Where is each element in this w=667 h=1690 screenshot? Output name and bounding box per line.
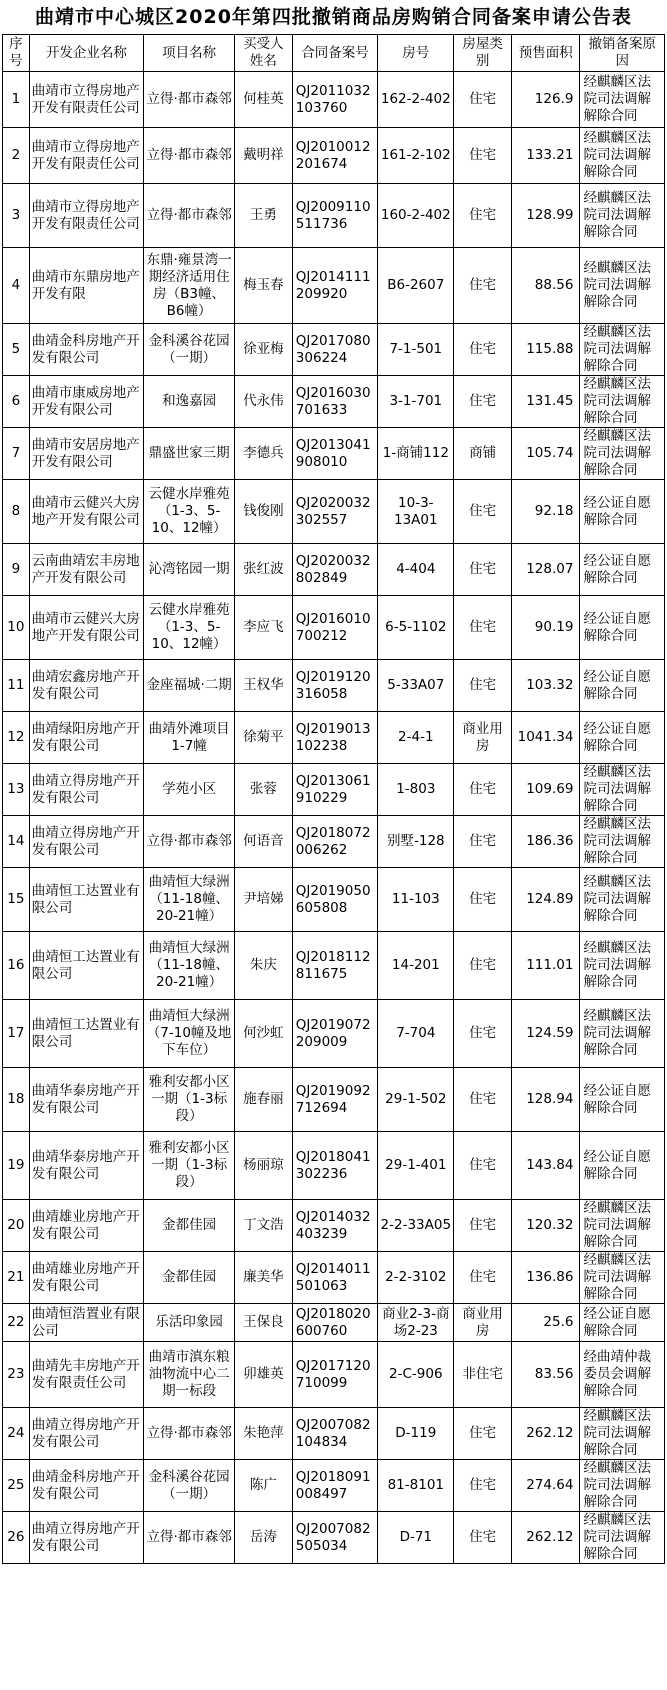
cell-buyer: 岳涛 — [235, 1512, 293, 1564]
cell-project: 金都佳园 — [144, 1252, 235, 1304]
cell-no: 3 — [3, 184, 30, 248]
cell-developer: 曲靖市云健兴大房地产开发有限公司 — [29, 596, 143, 660]
cell-cause: 经麒麟区法院司法调解解除合同 — [580, 1200, 665, 1252]
cell-no: 23 — [3, 1342, 30, 1408]
cell-type: 商业用房 — [454, 712, 512, 764]
cell-type: 住宅 — [454, 376, 512, 428]
cell-room: 1-商铺112 — [378, 428, 454, 480]
cell-area: 124.59 — [512, 1000, 580, 1068]
cell-room: 6-5-1102 — [378, 596, 454, 660]
cell-developer: 曲靖恒工达置业有限公司 — [29, 868, 143, 932]
cell-developer: 曲靖立得房地产开发有限公司 — [29, 816, 143, 868]
cell-developer: 曲靖市安居房地产开发有限公司 — [29, 428, 143, 480]
cell-type: 住宅 — [454, 932, 512, 1000]
cell-area: 131.45 — [512, 376, 580, 428]
cell-project: 云健水岸雅苑（1-3、5-10、12幢） — [144, 480, 235, 544]
cell-area: 128.99 — [512, 184, 580, 248]
cell-type: 商铺 — [454, 428, 512, 480]
table-row — [3, 184, 665, 248]
cell-contract: QJ2017080306224 — [292, 324, 378, 376]
cell-contract: QJ2013041908010 — [292, 428, 378, 480]
cell-no: 8 — [3, 480, 30, 544]
cell-type: 住宅 — [454, 1512, 512, 1564]
table-row — [3, 660, 665, 712]
cell-room: 29-1-502 — [378, 1068, 454, 1132]
cell-no: 5 — [3, 324, 30, 376]
cell-type: 住宅 — [454, 816, 512, 868]
cell-developer: 曲靖金科房地产开发有限公司 — [29, 324, 143, 376]
cell-room: 1-803 — [378, 764, 454, 816]
cell-project: 金科溪谷花园（一期） — [144, 1460, 235, 1512]
cell-room: 29-1-401 — [378, 1132, 454, 1200]
header-type: 房屋类别 — [454, 35, 512, 72]
cell-area: 109.69 — [512, 764, 580, 816]
table-row — [3, 1460, 665, 1512]
cell-no: 9 — [3, 544, 30, 596]
cell-no: 24 — [3, 1408, 30, 1460]
cell-contract: QJ2019120316058 — [292, 660, 378, 712]
cell-project: 金都佳园 — [144, 1200, 235, 1252]
cell-developer: 曲靖立得房地产开发有限公司 — [29, 1408, 143, 1460]
header-no: 序号 — [3, 35, 30, 72]
cell-area: 143.84 — [512, 1132, 580, 1200]
cell-developer: 曲靖雄业房地产开发有限公司 — [29, 1252, 143, 1304]
cell-developer: 曲靖恒浩置业有限公司 — [29, 1304, 143, 1342]
cell-no: 7 — [3, 428, 30, 480]
cell-cause: 经公证自愿解除合同 — [580, 1068, 665, 1132]
table-row — [3, 1304, 665, 1342]
cell-contract: QJ2014111209920 — [292, 248, 378, 324]
cell-area: 105.74 — [512, 428, 580, 480]
cell-contract: QJ2007082505034 — [292, 1512, 378, 1564]
table-row — [3, 72, 665, 128]
cell-developer: 曲靖绿阳房地产开发有限公司 — [29, 712, 143, 764]
cell-project: 立得·都市森邻 — [144, 1408, 235, 1460]
cell-no: 17 — [3, 1000, 30, 1068]
cell-room: 3-1-701 — [378, 376, 454, 428]
cell-cause: 经公证自愿解除合同 — [580, 544, 665, 596]
cell-project: 立得·都市森邻 — [144, 1512, 235, 1564]
cell-developer: 曲靖金科房地产开发有限公司 — [29, 1460, 143, 1512]
cell-cause: 经曲靖仲裁委员会调解解除合同 — [580, 1342, 665, 1408]
cell-type: 住宅 — [454, 1132, 512, 1200]
cell-project: 曲靖市滇东粮油物流中心二期一标段 — [144, 1342, 235, 1408]
cell-type: 住宅 — [454, 324, 512, 376]
cell-buyer: 徐亚梅 — [235, 324, 293, 376]
cell-room: 81-8101 — [378, 1460, 454, 1512]
cell-buyer: 钱俊刚 — [235, 480, 293, 544]
cell-type: 住宅 — [454, 596, 512, 660]
table-row — [3, 544, 665, 596]
cell-contract: QJ2020032302557 — [292, 480, 378, 544]
table-row — [3, 428, 665, 480]
cell-buyer: 代永伟 — [235, 376, 293, 428]
cell-cause: 经麒麟区法院司法调解解除合同 — [580, 428, 665, 480]
cell-type: 住宅 — [454, 72, 512, 128]
cell-developer: 曲靖先丰房地产开发有限责任公司 — [29, 1342, 143, 1408]
cell-room: 14-201 — [378, 932, 454, 1000]
cell-contract: QJ2013061910229 — [292, 764, 378, 816]
cell-no: 1 — [3, 72, 30, 128]
cell-contract: QJ2009110511736 — [292, 184, 378, 248]
cell-cause: 经公证自愿解除合同 — [580, 596, 665, 660]
cell-project: 金科溪谷花园（一期） — [144, 324, 235, 376]
cell-no: 13 — [3, 764, 30, 816]
cell-developer: 曲靖宏鑫房地产开发有限公司 — [29, 660, 143, 712]
cell-cause: 经公证自愿解除合同 — [580, 660, 665, 712]
cell-area: 274.64 — [512, 1460, 580, 1512]
cell-area: 25.6 — [512, 1304, 580, 1342]
cell-area: 262.12 — [512, 1408, 580, 1460]
cell-contract: QJ2017120710099 — [292, 1342, 378, 1408]
table-row — [3, 1408, 665, 1460]
cell-cause: 经公证自愿解除合同 — [580, 712, 665, 764]
cell-no: 6 — [3, 376, 30, 428]
cell-project: 鼎盛世家三期 — [144, 428, 235, 480]
cell-cause: 经公证自愿解除合同 — [580, 1132, 665, 1200]
cell-developer: 曲靖恒工达置业有限公司 — [29, 1000, 143, 1068]
cell-type: 住宅 — [454, 1408, 512, 1460]
cell-area: 1041.34 — [512, 712, 580, 764]
cell-room: 2-C-906 — [378, 1342, 454, 1408]
cell-area: 124.89 — [512, 868, 580, 932]
header-contract: 合同备案号 — [292, 35, 378, 72]
cell-type: 住宅 — [454, 248, 512, 324]
cell-area: 186.36 — [512, 816, 580, 868]
cell-buyer: 何桂英 — [235, 72, 293, 128]
header-row — [3, 35, 665, 72]
cell-project: 东鼎·雍景湾一期经济适用住房（B3幢、B6幢） — [144, 248, 235, 324]
cell-no: 16 — [3, 932, 30, 1000]
cell-area: 136.86 — [512, 1252, 580, 1304]
cell-no: 25 — [3, 1460, 30, 1512]
cell-contract: QJ2007082104834 — [292, 1408, 378, 1460]
table-row — [3, 1200, 665, 1252]
cell-contract: QJ2019050605808 — [292, 868, 378, 932]
cell-project: 立得·都市森邻 — [144, 128, 235, 184]
cell-area: 88.56 — [512, 248, 580, 324]
table-row — [3, 324, 665, 376]
cell-room: 5-33A07 — [378, 660, 454, 712]
cell-contract: QJ2010012201674 — [292, 128, 378, 184]
cell-no: 26 — [3, 1512, 30, 1564]
cell-project: 学苑小区 — [144, 764, 235, 816]
table-row — [3, 248, 665, 324]
cell-buyer: 张红波 — [235, 544, 293, 596]
cell-project: 雅利安都小区一期（1-3标段） — [144, 1068, 235, 1132]
cell-project: 立得·都市森邻 — [144, 184, 235, 248]
cell-contract: QJ2018020600760 — [292, 1304, 378, 1342]
page-title: 曲靖市中心城区2020年第四批撤销商品房购销合同备案申请公告表 — [35, 6, 632, 28]
cell-room: D-119 — [378, 1408, 454, 1460]
cell-developer: 曲靖市立得房地产开发有限责任公司 — [29, 72, 143, 128]
cell-no: 19 — [3, 1132, 30, 1200]
cell-contract: QJ2018041302236 — [292, 1132, 378, 1200]
cell-no: 20 — [3, 1200, 30, 1252]
cell-cause: 经麒麟区法院司法调解解除合同 — [580, 1000, 665, 1068]
cell-contract: QJ2020032802849 — [292, 544, 378, 596]
cell-area: 126.9 — [512, 72, 580, 128]
cell-room: 160-2-402 — [378, 184, 454, 248]
cell-area: 262.12 — [512, 1512, 580, 1564]
cell-developer: 曲靖立得房地产开发有限公司 — [29, 1512, 143, 1564]
cell-cause: 经公证自愿解除合同 — [580, 480, 665, 544]
cell-contract: QJ2019092712694 — [292, 1068, 378, 1132]
cell-cause: 经麒麟区法院司法调解解除合同 — [580, 128, 665, 184]
cell-area: 133.21 — [512, 128, 580, 184]
cell-room: 162-2-402 — [378, 72, 454, 128]
cell-type: 住宅 — [454, 128, 512, 184]
table-row — [3, 1342, 665, 1408]
cell-room: 2-2-3102 — [378, 1252, 454, 1304]
cell-area: 92.18 — [512, 480, 580, 544]
cell-buyer: 朱艳萍 — [235, 1408, 293, 1460]
cell-developer: 曲靖华泰房地产开发有限公司 — [29, 1132, 143, 1200]
announcement-table — [2, 34, 665, 1564]
cell-type: 住宅 — [454, 184, 512, 248]
cell-area: 111.01 — [512, 932, 580, 1000]
cell-developer: 曲靖市立得房地产开发有限责任公司 — [29, 128, 143, 184]
table-row — [3, 1512, 665, 1564]
cell-buyer: 卯雄英 — [235, 1342, 293, 1408]
cell-project: 沁湾铭园一期 — [144, 544, 235, 596]
cell-cause: 经公证自愿解除合同 — [580, 1304, 665, 1342]
cell-project: 曲靖恒大绿洲（7-10幢及地下车位） — [144, 1000, 235, 1068]
cell-buyer: 朱庆 — [235, 932, 293, 1000]
cell-no: 14 — [3, 816, 30, 868]
cell-developer: 云南曲靖宏丰房地产开发有限公司 — [29, 544, 143, 596]
cell-no: 4 — [3, 248, 30, 324]
table-row — [3, 376, 665, 428]
table-row — [3, 480, 665, 544]
cell-contract: QJ2018112811675 — [292, 932, 378, 1000]
cell-contract: QJ2016030701633 — [292, 376, 378, 428]
cell-no: 2 — [3, 128, 30, 184]
table-row — [3, 128, 665, 184]
cell-buyer: 李德兵 — [235, 428, 293, 480]
table-row — [3, 764, 665, 816]
cell-room: 161-2-102 — [378, 128, 454, 184]
cell-buyer: 梅玉春 — [235, 248, 293, 324]
header-developer: 开发企业名称 — [29, 35, 143, 72]
cell-project: 曲靖恒大绿洲（11-18幢、20-21幢） — [144, 932, 235, 1000]
cell-no: 12 — [3, 712, 30, 764]
table-row — [3, 1252, 665, 1304]
cell-cause: 经麒麟区法院司法调解解除合同 — [580, 1512, 665, 1564]
cell-project: 乐活印象园 — [144, 1304, 235, 1342]
cell-no: 15 — [3, 868, 30, 932]
cell-room: 2-2-33A05 — [378, 1200, 454, 1252]
table-row — [3, 868, 665, 932]
cell-type: 住宅 — [454, 660, 512, 712]
cell-type: 住宅 — [454, 1068, 512, 1132]
cell-buyer: 何沙虹 — [235, 1000, 293, 1068]
cell-type: 商业用房 — [454, 1304, 512, 1342]
cell-contract: QJ2016010700212 — [292, 596, 378, 660]
cell-type: 住宅 — [454, 480, 512, 544]
cell-area: 90.19 — [512, 596, 580, 660]
cell-room: 10-3-13A01 — [378, 480, 454, 544]
cell-buyer: 施春丽 — [235, 1068, 293, 1132]
cell-developer: 曲靖市云健兴大房地产开发有限公司 — [29, 480, 143, 544]
cell-buyer: 丁文浩 — [235, 1200, 293, 1252]
cell-cause: 经麒麟区法院司法调解解除合同 — [580, 868, 665, 932]
cell-type: 住宅 — [454, 1000, 512, 1068]
cell-no: 22 — [3, 1304, 30, 1342]
cell-buyer: 张蓉 — [235, 764, 293, 816]
cell-room: 7-704 — [378, 1000, 454, 1068]
cell-cause: 经麒麟区法院司法调解解除合同 — [580, 816, 665, 868]
cell-buyer: 尹培娣 — [235, 868, 293, 932]
cell-area: 120.32 — [512, 1200, 580, 1252]
cell-contract: QJ2014011501063 — [292, 1252, 378, 1304]
table-row — [3, 596, 665, 660]
cell-cause: 经麒麟区法院司法调解解除合同 — [580, 1408, 665, 1460]
cell-project: 曲靖恒大绿洲（11-18幢、20-21幢） — [144, 868, 235, 932]
cell-cause: 经麒麟区法院司法调解解除合同 — [580, 1460, 665, 1512]
cell-area: 103.32 — [512, 660, 580, 712]
cell-buyer: 徐菊平 — [235, 712, 293, 764]
cell-developer: 曲靖立得房地产开发有限公司 — [29, 764, 143, 816]
table-row — [3, 1132, 665, 1200]
header-buyer: 买受人姓名 — [235, 35, 293, 72]
cell-project: 曲靖外滩项目1-7幢 — [144, 712, 235, 764]
cell-cause: 经麒麟区法院司法调解解除合同 — [580, 764, 665, 816]
cell-room: 11-103 — [378, 868, 454, 932]
cell-type: 住宅 — [454, 1200, 512, 1252]
cell-contract: QJ2014032403239 — [292, 1200, 378, 1252]
cell-project: 雅利安都小区一期（1-3标段） — [144, 1132, 235, 1200]
cell-type: 住宅 — [454, 1460, 512, 1512]
table-row — [3, 712, 665, 764]
cell-room: 2-4-1 — [378, 712, 454, 764]
cell-room: 4-404 — [378, 544, 454, 596]
cell-buyer: 廉美华 — [235, 1252, 293, 1304]
header-area: 预售面积 — [512, 35, 580, 72]
cell-no: 10 — [3, 596, 30, 660]
cell-type: 住宅 — [454, 764, 512, 816]
cell-developer: 曲靖恒工达置业有限公司 — [29, 932, 143, 1000]
cell-buyer: 王权华 — [235, 660, 293, 712]
cell-cause: 经麒麟区法院司法调解解除合同 — [580, 184, 665, 248]
cell-buyer: 王勇 — [235, 184, 293, 248]
cell-buyer: 杨丽琼 — [235, 1132, 293, 1200]
header-room: 房号 — [378, 35, 454, 72]
cell-cause: 经麒麟区法院司法调解解除合同 — [580, 376, 665, 428]
cell-developer: 曲靖雄业房地产开发有限公司 — [29, 1200, 143, 1252]
cell-type: 非住宅 — [454, 1342, 512, 1408]
header-project: 项目名称 — [144, 35, 235, 72]
table-row — [3, 1068, 665, 1132]
cell-developer: 曲靖市东鼎房地产开发有限 — [29, 248, 143, 324]
cell-project: 云健水岸雅苑（1-3、5-10、12幢） — [144, 596, 235, 660]
cell-no: 18 — [3, 1068, 30, 1132]
cell-contract: QJ2011032103760 — [292, 72, 378, 128]
cell-buyer: 陈广 — [235, 1460, 293, 1512]
cell-project: 和逸嘉园 — [144, 376, 235, 428]
cell-developer: 曲靖市康威房地产开发有限公司 — [29, 376, 143, 428]
cell-room: 商业2-3-商场2-23 — [378, 1304, 454, 1342]
cell-room: 别墅-128 — [378, 816, 454, 868]
cell-type: 住宅 — [454, 544, 512, 596]
header-cause: 撤销备案原因 — [580, 35, 665, 72]
cell-no: 11 — [3, 660, 30, 712]
cell-project: 立得·都市森邻 — [144, 72, 235, 128]
cell-area: 128.94 — [512, 1068, 580, 1132]
cell-developer: 曲靖市立得房地产开发有限责任公司 — [29, 184, 143, 248]
table-row — [3, 816, 665, 868]
cell-area: 128.07 — [512, 544, 580, 596]
cell-room: D-71 — [378, 1512, 454, 1564]
cell-contract: QJ2018072006262 — [292, 816, 378, 868]
cell-cause: 经麒麟区法院司法调解解除合同 — [580, 324, 665, 376]
cell-buyer: 何语音 — [235, 816, 293, 868]
cell-contract: QJ2018091008497 — [292, 1460, 378, 1512]
cell-area: 83.56 — [512, 1342, 580, 1408]
cell-contract: QJ2019013102238 — [292, 712, 378, 764]
cell-type: 住宅 — [454, 1252, 512, 1304]
cell-project: 金座福城·二期 — [144, 660, 235, 712]
cell-buyer: 戴明祥 — [235, 128, 293, 184]
cell-room: 7-1-501 — [378, 324, 454, 376]
cell-cause: 经麒麟区法院司法调解解除合同 — [580, 248, 665, 324]
cell-cause: 经麒麟区法院司法调解解除合同 — [580, 1252, 665, 1304]
cell-buyer: 李应飞 — [235, 596, 293, 660]
cell-buyer: 王保良 — [235, 1304, 293, 1342]
cell-project: 立得·都市森邻 — [144, 816, 235, 868]
cell-type: 住宅 — [454, 868, 512, 932]
cell-room: B6-2607 — [378, 248, 454, 324]
cell-area: 115.88 — [512, 324, 580, 376]
table-row — [3, 1000, 665, 1068]
cell-developer: 曲靖华泰房地产开发有限公司 — [29, 1068, 143, 1132]
table-row — [3, 932, 665, 1000]
cell-cause: 经麒麟区法院司法调解解除合同 — [580, 932, 665, 1000]
cell-contract: QJ2019072209009 — [292, 1000, 378, 1068]
cell-no: 21 — [3, 1252, 30, 1304]
cell-cause: 经麒麟区法院司法调解解除合同 — [580, 72, 665, 128]
